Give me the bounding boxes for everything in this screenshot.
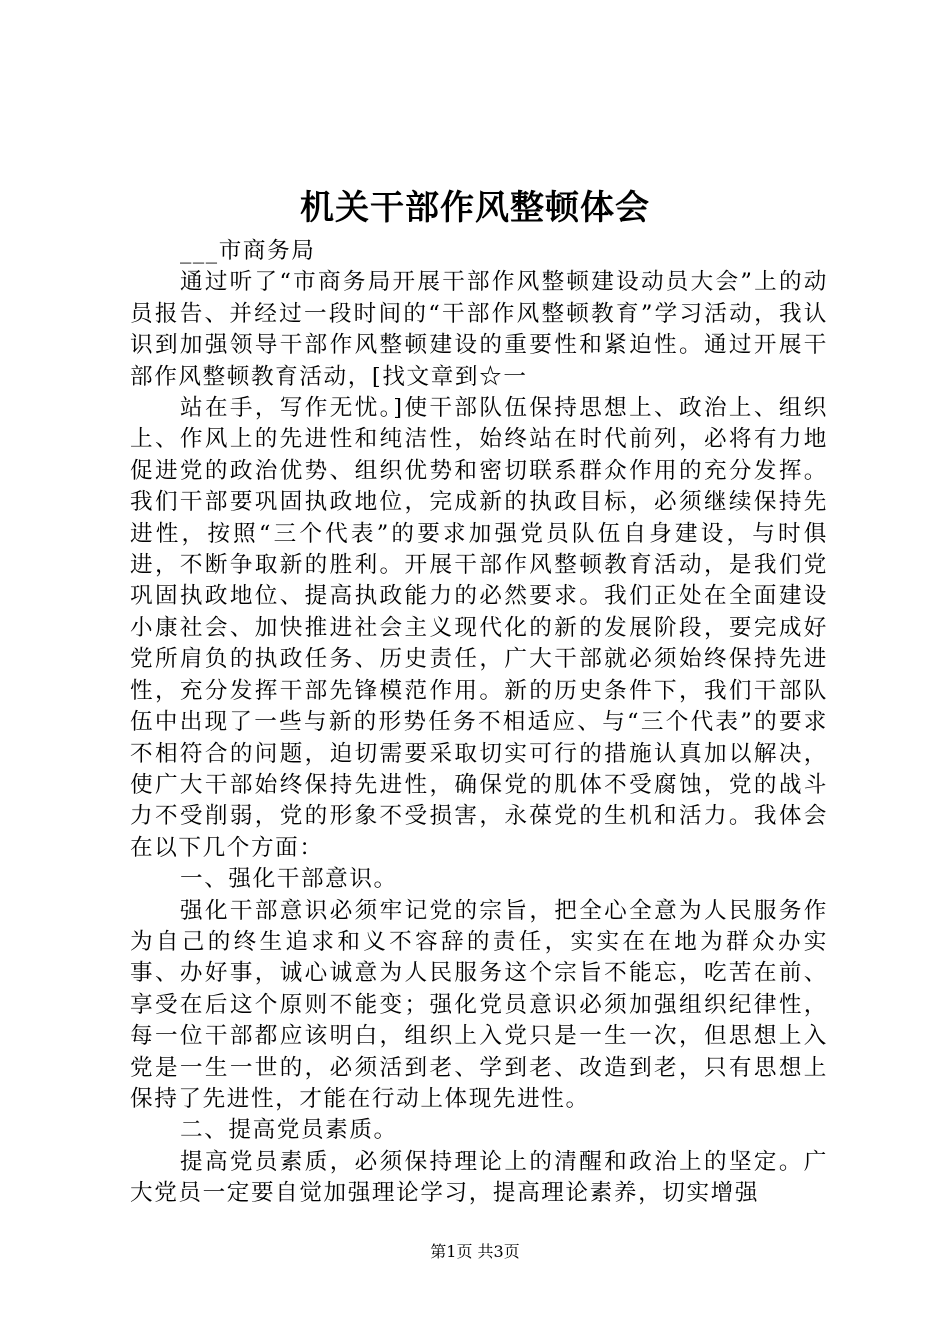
page-footer: 第1页 共3页: [430, 1242, 520, 1261]
body-paragraph: 站在手，写作无忧。]使干部队伍保持思想上、政治上、组织上、作风上的先进性和纯洁性，始终站在时代前列，必将有力地促进党的政治优势、组织优势和密切联系群众作用的充分发挥。我们干部要巩固执政地位，完成新的执政目标，必须继续保持先进性，按照“三个代表”的要求加强党员队伍自身建设，与时俱进，不断争取新的胜利。开展干部作风整顿教育活动，是我们党巩固执政地位、提高执政能力的必然要求。我们正处在全面建设小康社会、加快推进社会主义现代化的新的发展阶段，要完成好党所肩负的执政任务、历史责任，广大干部就必须始终保持先进性，充分发挥干部先锋模范作用。新的历史条件下，我们干部队伍中出现了一些与新的形势任务不相适应、与“三个代表”的要求不相符合的问题，迫切需要采取切实可行的措施认真加以解决，使广大干部始终保持先进性，确保党的肌体不受腐蚀，党的战斗力不受削弱，党的形象不受损害，永葆党的生机和活力。我体会在以下几个方面：: [130, 395, 828, 861]
body-paragraph: 通过听了“市商务局开展干部作风整顿建设动员大会”上的动员报告、并经过一段时间的“干部作风整顿教育”学习活动，我认识到加强领导干部作风整顿建设的重要性和紧迫性。通过开展干部作风整顿教育活动，[找文章到☆一: [130, 269, 828, 390]
body-paragraph: 提高党员素质，必须保持理论上的清醒和政治上的坚定。广大党员一定要自觉加强理论学习，提高理论素养，切实增强: [130, 1148, 828, 1207]
document-title: 机关干部作风整顿体会: [300, 188, 650, 228]
author-line: ___市商务局: [180, 238, 316, 264]
document-body: [130, 236, 828, 1210]
section-heading: 二、提高党员素质。: [180, 1117, 398, 1144]
section-heading: 一、强化干部意识。: [180, 866, 398, 893]
body-paragraph: 强化干部意识必须牢记党的宗旨，把全心全意为人民服务作为自己的终生追求和义不容辞的责任，实实在在地为群众办实事、办好事，诚心诚意为人民服务这个宗旨不能忘，吃苦在前、享受在后这个原则不能变；强化党员意识必须加强组织纪律性，每一位干部都应该明白，组织上入党只是一生一次，但思想上入党是一生一世的，必须活到老、学到老、改造到老，只有思想上保持了先进性，才能在行动上体现先进性。: [130, 897, 828, 1112]
